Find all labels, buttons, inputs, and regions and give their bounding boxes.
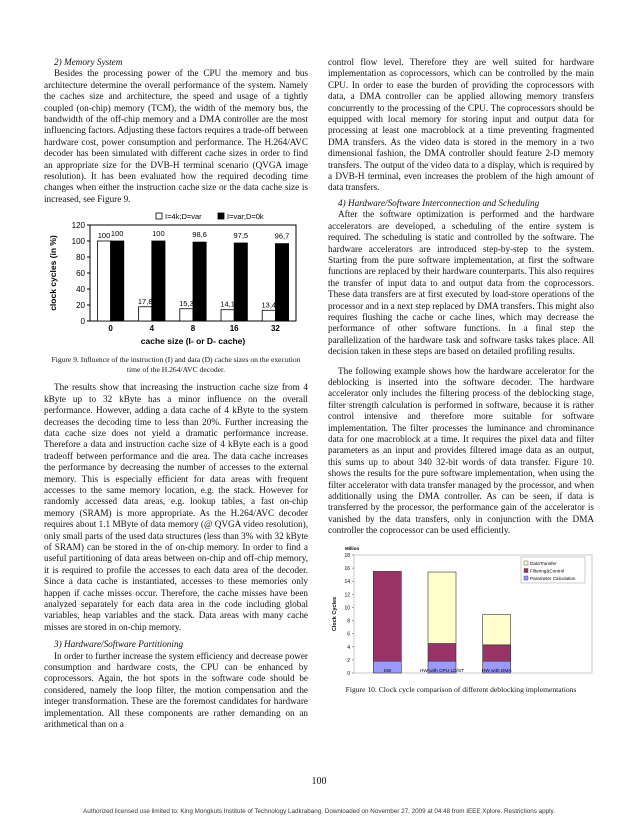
footer-notice: Authorized licensed use limited to: King Mongkuts Institute of Technology Ladkrabang. Downloaded on November 27, 2009 at 04:48 from IEEE Xplore. Restrictions apply. [83, 808, 555, 815]
y-tick-label: 12 [344, 591, 350, 598]
figure-9-caption: Figure 9. Influence of the instruction (I) and data (D) cache sizes on the execution time of the H.264/AVC decoder. [51, 355, 301, 374]
x-tick-label: HW with CPU LD/ST [419, 668, 465, 674]
stack-segment-1 [373, 571, 401, 661]
x-tick-label: SW [383, 668, 392, 674]
x-tick-label: 8 [190, 324, 196, 334]
bar-0 [221, 310, 234, 321]
legend-swatch [524, 568, 528, 572]
data-label-i4k: 13,4 [261, 300, 277, 310]
y-axis-title: clock cycles (in %) [48, 235, 58, 312]
data-label-i4k: 15,3 [179, 299, 194, 309]
stack-segment-2 [428, 572, 456, 643]
data-label-d0k: 98,6 [192, 230, 207, 240]
y-tick-label: 8 [347, 618, 350, 625]
legend-label: DataTransfer [530, 560, 557, 566]
memory-system-heading: 2) Memory System [54, 57, 123, 67]
legend-swatch [524, 561, 528, 565]
figure-10-chart [328, 543, 594, 683]
bar-0 [180, 309, 193, 321]
right-column [328, 57, 594, 694]
figure-10-svg [328, 543, 594, 683]
figure-9-chart [44, 209, 308, 349]
results-paragraph: The results show that increasing the instruction cache size from 4 kByte up to 32 kByte has a minor influence on the overall performance. However, adding a data cache of 4 kByte to the system decreases the decoding time to less than 20%. Further increasing the data cache size does not yield a dramatic performance increase. Therefore a data and instruction cache size of 4 kByte each is a good tradeoff between performance and die area. The data cache increases the performance by decreasing the number of accesses to the external memory. This is especially efficient for data areas with frequent accesses to the same memory location, e.g. the stack. However for randomly accessed data areas, e.g. lookup tables, a fast on-chip memory (SRAM) is more appropriate. As the H.264/AVC decoder requires about 1.1 MByte of data memory (@ QVGA video resolution), only small parts of the used data structures (less than 3% with 32 kByte of SRAM) can be stored in the of on-chip memory. In order to find a useful partitioning of data areas between on-chip and off-chip memory, it is required to profile the accesses to each data area of the decoder. Since a data cache is instantiated, accesses to these memories only happen if cache misses occur. Therefore, the cache misses have been analyzed separately for each data area in the code including global variables, heap variables and the stack. Data areas with many cache misses are stored in on-chip memory. [44, 382, 308, 632]
y-tick-label: 10 [344, 605, 350, 612]
y-tick-label: 4 [347, 644, 350, 651]
y-tick-label: 80 [76, 253, 85, 263]
figure-10-caption: Figure 10. Clock cycle comparison of different deblocking implementations [345, 684, 577, 694]
data-label-d0k: 100 [110, 229, 124, 239]
x-tick-label: HW with DMA [481, 668, 512, 674]
data-label-d0k: 96,7 [274, 231, 290, 241]
bar-1 [193, 242, 206, 321]
y-tick-label: 40 [76, 285, 85, 295]
legend-swatch [218, 213, 224, 219]
interconnection-paragraph: After the software optimization is performed and the hardware accelerators are developed, a scheduling of the entire system is required. The scheduling is static and controlled by the software. The hardware accelerators are introduced step-by-step to the system. Starting from the pure software implementation, at first the software functions are replaced by their hardware counterparts. This also requires the transfer of input data to and output data from the coprocessors. These data transfers are at first executed by load-store operations of the processor and in a next step replaced by DMA transfers. This might also requires flushing the cache or cache lines, which may decrease the performance of other software functions. In a final step the parallelization of the hardware task and software tasks takes place. All decision taken in these steps are based on detailed profiling results. [328, 209, 594, 357]
bar-0 [97, 241, 110, 321]
unit-label: Million [345, 545, 360, 551]
x-tick-label: 4 [149, 324, 155, 334]
data-label-i4k: 14,1 [220, 300, 235, 310]
legend-label: Filtering&Control [530, 568, 565, 574]
bar-0 [139, 307, 152, 321]
y-tick-label: 60 [76, 269, 85, 279]
x-tick-label: 32 [270, 324, 280, 334]
memory-system-paragraph: Besides the processing power of the CPU the memory and bus architecture determine the overall performance of the system. Namely the caches size and architecture, the speed and usage of a tightly coupled (on-chip) memory (TCM), the width of the memory bus, the bandwidth of the off-chip memory and a DMA controller are the most influencing factors. Adjusting these factors requires a trade-off between hardware cost, power consumption and performance. The H.264/AVC decoder has been simulated with different cache sizes in order to find an appropriate size for the DVB-H terminal scenario (QVGA image resolution). It has been evaluated how the required decoding time changes when either the instruction cache size or the data cache size is increased, see Figure 9. [44, 68, 308, 204]
hwsw-partitioning-heading: 3) Hardware/Software Partitioning [54, 639, 184, 650]
x-axis-title: cache size (I- or D- cache) [140, 336, 246, 347]
y-tick-label: 0 [347, 670, 350, 677]
figure-9-svg [44, 209, 308, 349]
stack-segment-1 [483, 644, 511, 660]
data-label-i4k: 17,8 [137, 297, 153, 307]
data-label-d0k: 100 [152, 229, 165, 239]
interconnection-heading: 4) Hardware/Software Interconnection and Scheduling [338, 197, 540, 208]
y-tick-label: 120 [71, 221, 85, 231]
bar-1 [111, 241, 124, 321]
y-axis-title: Clock Cycles [332, 596, 338, 631]
bar-1 [234, 243, 247, 321]
stack-segment-2 [483, 614, 511, 644]
y-tick-label: 2 [347, 657, 350, 664]
y-tick-label: 0 [80, 317, 85, 327]
bar-1 [152, 241, 165, 321]
data-label-d0k: 97,5 [233, 231, 249, 241]
stack-segment-1 [428, 643, 456, 661]
x-tick-label: 16 [229, 324, 239, 334]
deblocking-example-paragraph: The following example shows how the hardware accelerator for the deblocking is inserted into the software decoder. The hardware accelerator only includes the filtering process of the deblocking stage, filter strength calculation is performed in software, because it is rather control intensive and therefore more suitable for software implementation. The filter processes the luminance and chrominance data for one macroblock at a time. It requires the pixel data and filter parameters as an input and provides filtered image data as an output, this sums up to about 340 32-bit words of data transfer. Figure 10. shows the results for the pure software implementation, when using the filter accelerator with data transfer managed by the processor, and when additionally using the DMA controller. As can be seen, if data is transferred by the processor, the performance gain of the accelerator is vanished by the data transfers, only in conjunction with the DMA controller the coprocessor can be used efficiently. [328, 365, 594, 536]
bar-0 [262, 311, 275, 322]
y-tick-label: 100 [71, 237, 85, 247]
y-tick-label: 16 [344, 565, 350, 572]
bar-1 [275, 244, 288, 321]
legend-label: I=var;D=0k [227, 212, 264, 222]
legend-swatch [524, 576, 528, 580]
y-tick-label: 6 [347, 631, 350, 638]
legend-label: Parameter Calculation [530, 575, 576, 581]
legend-swatch [156, 213, 162, 219]
left-column [44, 57, 308, 730]
y-tick-label: 14 [344, 578, 350, 585]
y-tick-label: 18 [344, 552, 350, 559]
y-tick-label: 20 [76, 301, 85, 311]
legend-label: I=4k;D=var [165, 212, 202, 222]
page-number: 100 [311, 776, 327, 787]
data-label-i4k: 100 [97, 231, 111, 241]
x-tick-label: 0 [108, 324, 113, 334]
control-flow-paragraph: control flow level. Therefore they are well suited for hardware implementation as coprocessors, which can be controlled by the main CPU. In order to ease the burden of providing the coprocessors with data, a DMA controller can be applied allowing memory transfers concurrently to the processing of the CPU. The coprocessors should be equipped with local memory for storing input and output data for processing at least one macroblock at a time preventing fragmented DMA transfers. As the video data is stored in the memory in a two dimensional fashion, the DMA controller should feature 2-D memory transfers. The output of the video data to a display, which is required by a DVB-H terminal, even increases the problem of the high amount of data transfers. [328, 57, 594, 193]
hwsw-partitioning-paragraph: In order to further increase the system efficiency and decrease power consumption and hardware costs, the CPU can be enhanced by coprocessors. Again, the hot spots in the software code should be considered, namely the loop filter, the motion compensation and the integer transformation. These are the foremost candidates for hardware implementation. All these components are rather demanding on an arithmetical than on a [44, 650, 308, 730]
